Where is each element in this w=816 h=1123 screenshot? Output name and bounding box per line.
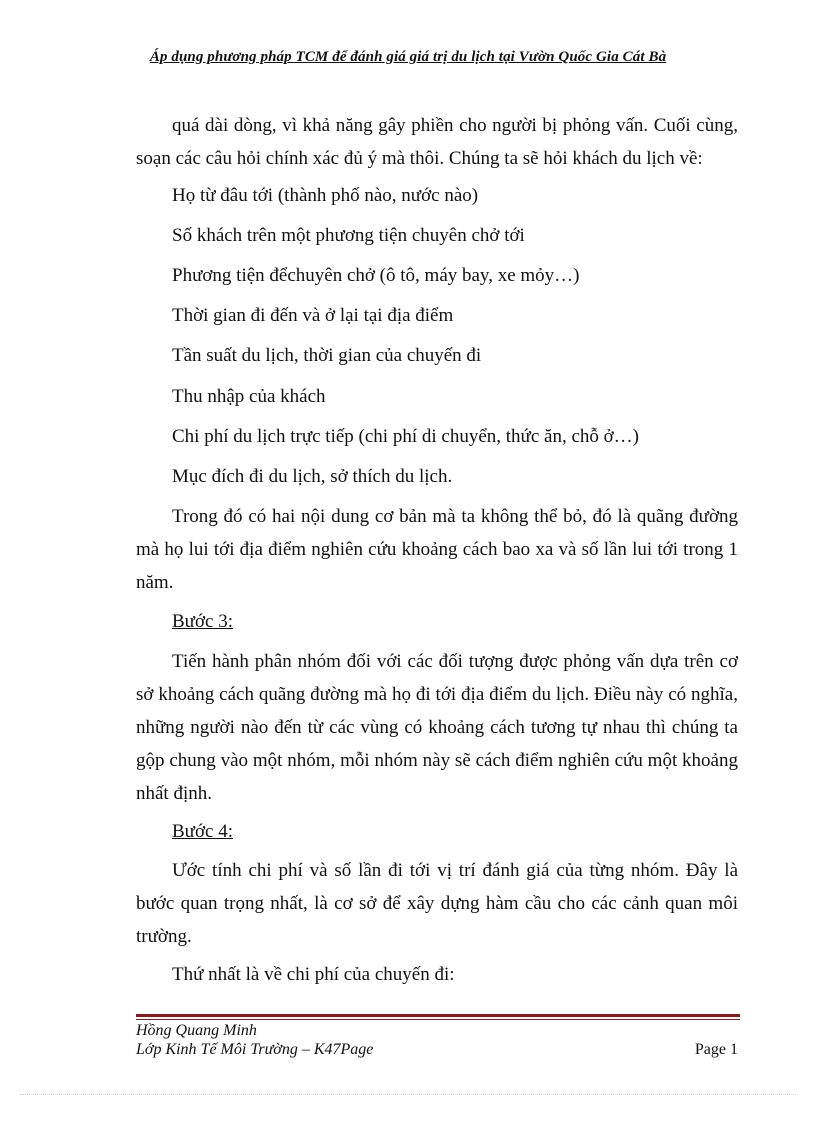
footer-class-text: Lớp Kinh Tế Môi Trường – K47Page	[136, 1041, 374, 1058]
list-item: Số khách trên một phương tiện chuyên chở tới	[172, 225, 525, 246]
footer-class-line	[136, 1040, 738, 1059]
page-bottom-border	[20, 1094, 796, 1095]
page-number: Page 1	[694, 1041, 738, 1058]
step-3-paragraph: Tiến hành phân nhóm đối với các đối tượng được phỏng vấn dựa trên cơ sở khoảng cách quãng đường mà họ đi tới địa điểm du lịch. Điều này có nghĩa, những người nào đến từ các vùng có khoảng cách tương tự nhau thì chúng ta gộp chung vào một nhóm, mỗi nhóm này sẽ cách điểm nghiên cứu một khoảng nhất định.	[136, 651, 738, 804]
last-paragraph: Thứ nhất là về chi phí của chuyến đi:	[172, 964, 455, 985]
footer-rule-thin	[136, 1019, 740, 1020]
list-item: Thời gian đi đến và ở lại tại địa điểm	[172, 305, 454, 326]
list-item: Phương tiện đểchuyên chở (ô tô, máy bay, xe mỏy…)	[172, 265, 580, 286]
list-item: Thu nhập của khách	[172, 386, 326, 407]
list-item: Tần suất du lịch, thời gian của chuyến đi	[172, 345, 482, 366]
trong-do-paragraph: Trong đó có hai nội dung cơ bản mà ta không thể bỏ, đó là quãng đường mà họ lui tới địa điểm nghiên cứu khoảng cách bao xa và số lần lui tới trong 1 năm.	[136, 506, 738, 593]
list-item: Họ từ đâu tới (thành phố nào, nước nào)	[172, 185, 479, 206]
step-4-heading: Bước 4:	[172, 821, 233, 842]
page-header-title: Áp dụng phương pháp TCM để đánh giá giá trị du lịch tại Vườn Quốc Gia Cát Bà	[149, 49, 667, 65]
step-3-heading: Bước 3:	[172, 611, 233, 632]
list-item: Chi phí du lịch trực tiếp (chi phí di chuyển, thức ăn, chỗ ở…)	[172, 426, 640, 447]
footer-rule-thick	[136, 1014, 740, 1017]
step-4-paragraph: Ước tính chi phí và số lần đi tới vị trí đánh giá của từng nhóm. Đây là bước quan trọng nhất, là cơ sở để xây dựng hàm cầu cho các cảnh quan môi trường.	[136, 860, 738, 947]
intro-paragraph: quá dài dòng, vì khả năng gây phiền cho người bị phỏng vấn. Cuối cùng, soạn các câu hỏi chính xác đủ ý mà thôi. Chúng ta sẽ hỏi khách du lịch về:	[136, 115, 738, 169]
footer-author: Hồng Quang Minh	[136, 1022, 257, 1039]
list-item: Mục đích đi du lịch, sở thích du lịch.	[172, 466, 453, 487]
